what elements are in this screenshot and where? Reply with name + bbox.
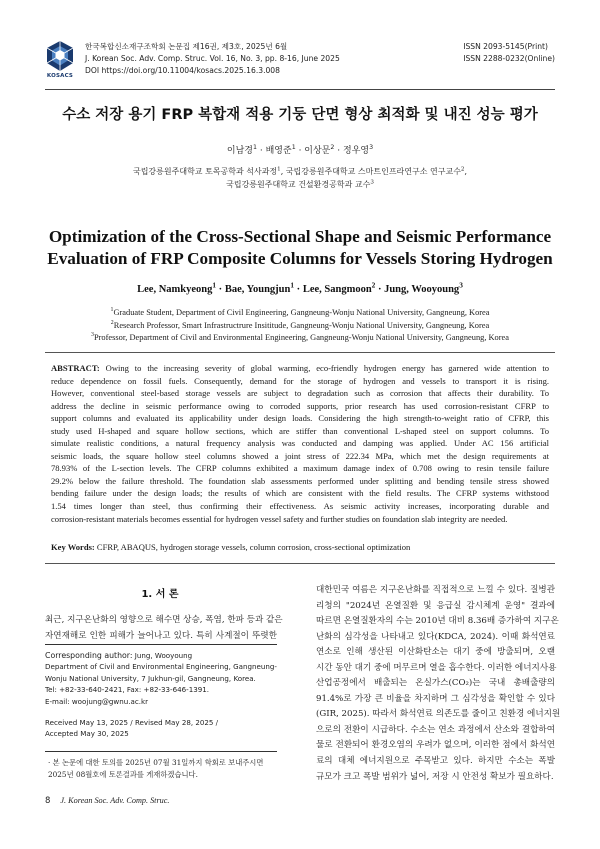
affiliation-text: 국립강릉원주대학교 건설환경공학과 교수 bbox=[226, 180, 371, 189]
note-line: · 본 논문에 대한 토의를 2025년 07월 31일까지 학회로 보내주시면 bbox=[48, 758, 264, 767]
affiliations-korean bbox=[45, 165, 555, 191]
body-line: 대한민국 여름은 지구온난화를 직접적으로 느낄 수 있다. 질병관 bbox=[316, 585, 555, 595]
header-divider bbox=[45, 89, 555, 90]
affil-mark: 3 bbox=[91, 332, 94, 339]
author-affil-mark: 1 bbox=[252, 144, 257, 151]
title-korean: 수소 저장 용기 FRP 복합재 적용 기둥 단면 형상 최적화 및 내진 성능 평가 bbox=[62, 107, 538, 123]
affiliation-line bbox=[45, 320, 555, 333]
issn-online: ISSN 2288-0232(Online) bbox=[463, 54, 555, 64]
abstract-line: address the decline in seismic performance owing to corroded supports, prior research has used corrosion-resistant CFRP to bbox=[51, 400, 549, 411]
abstract-line bbox=[51, 362, 549, 375]
affiliation-text: 국립강릉원주대학교 토목공학과 석사과정 bbox=[132, 167, 278, 176]
corresponding-heading bbox=[45, 650, 277, 661]
affiliation-line bbox=[45, 165, 555, 178]
keywords bbox=[51, 542, 549, 552]
affiliation-line bbox=[45, 332, 555, 345]
author-separator: · bbox=[294, 284, 303, 295]
journal-citation bbox=[85, 41, 340, 78]
journal-name-en: J. Korean Soc. Adv. Comp. Struc. Vol. 16, No. 3, pp. 8-16, June 2025 bbox=[85, 54, 340, 64]
received-dates bbox=[45, 717, 277, 740]
author-affil-mark: 2 bbox=[371, 280, 376, 290]
author-name: Lee, Sangmoon bbox=[302, 284, 372, 295]
author-separator: · bbox=[334, 146, 343, 156]
title-line: Evaluation of FRP Composite Columns for Vessels Storing Hydrogen bbox=[47, 249, 553, 268]
affil-mark: 1 bbox=[110, 307, 114, 314]
abstract-bottom-rule bbox=[45, 563, 555, 564]
author-name: 배영준 bbox=[265, 146, 292, 156]
body-line: 산업공정에서 배출되는 온실가스(CO₂)는 국내 총배출량의 bbox=[316, 678, 555, 689]
abstract-line: However, conventional steel-based storage vessels are subject to degradation such as corrosion that affects their durability. To bbox=[51, 388, 549, 399]
issn-print: ISSN 2093-5145(Print) bbox=[463, 42, 548, 51]
author-affil-mark: 3 bbox=[369, 144, 374, 151]
abstract-line: 78.93% of the L-section levels. The CFRP columns exhibited a maximum damage index of 0.708 owing to resin tensile failure bbox=[51, 463, 549, 474]
author-name: Bae, Youngjun bbox=[224, 284, 291, 295]
affiliation-text: , bbox=[464, 167, 468, 176]
corresponding-divider bbox=[45, 644, 277, 645]
abstract-line: simulate realistic conditions, a natural frequency analysis was conducted and damping was applied. Under AC 156 artificial bbox=[51, 438, 549, 449]
journal-header bbox=[45, 40, 555, 86]
abstract-line: study used H-shaped and square hollow sections, which are stiffer than conventional L-shaped steel on support columns. To bbox=[51, 425, 549, 436]
abstract-top-rule bbox=[45, 352, 555, 353]
note-line: 2025년 08월호에 토론결과를 게재하겠습니다. bbox=[48, 769, 198, 779]
authors-korean bbox=[45, 143, 555, 156]
affiliation-text: , 국립강릉원주대학교 스마트인프라연구소 연구교수 bbox=[280, 167, 461, 176]
abstract-line: 29.2% below the failure threshold. The foundation slab assessments performed under splitting and bending tensile stress showed bbox=[51, 475, 549, 486]
affil-mark: 2 bbox=[110, 319, 114, 326]
corresponding-author bbox=[45, 650, 277, 707]
abstract-line: seismic loads, the square hollow steel columns showed a joint stress of 222.34 MPa, which met the design requirements at bbox=[51, 450, 549, 461]
author-name: 이상문 bbox=[304, 146, 331, 156]
abstract-line: support columns and evaluated its applicability under design loads. Considering the high strength-to-weight ratio of CFRP, this bbox=[51, 413, 549, 424]
affil-mark: 3 bbox=[370, 179, 374, 186]
journal-name-ko: 한국복합신소재구조학회 논문집 제16권, 제3호, 2025년 6월 bbox=[85, 42, 288, 51]
body-line: 리청의 "2024년 온열질환 및 응급실 감시체계 운영" 결과에 bbox=[316, 600, 555, 611]
abstract-line: corrosion-resistant materials becomes essential for hydrogen vessel safety and further studies on foundation slab integrity are needed. bbox=[51, 513, 508, 524]
body-line: 따르면 온열질환자의 수는 2010년 대비 8.36배 증가하여 지구온 bbox=[316, 616, 559, 627]
title-english bbox=[45, 226, 555, 270]
body-line: 시간 동안 대기 중에 머무르며 열을 흡수한다. 이러한 에너지사용 bbox=[316, 662, 557, 673]
title-line: Optimization of the Cross-Sectional Shape and Seismic Performance bbox=[48, 227, 552, 246]
body-line: 자연재해로 인한 피해가 늘어나고 있다. 특히 사계절이 뚜렷한 bbox=[45, 630, 277, 641]
affiliation-line bbox=[45, 307, 555, 320]
affiliation-line bbox=[45, 178, 555, 191]
note-divider bbox=[45, 751, 277, 752]
body-line: 91.4%로 가장 큰 비율을 차지하며 그 심각성을 확인할 수 있다 bbox=[316, 693, 555, 704]
authors-english bbox=[45, 280, 555, 295]
affiliation-text: Graduate Student, Department of Civil Engineering, Gangneung-Wonju National University, Gangneung, Korea bbox=[113, 308, 490, 317]
corresponding-email[interactable]: E-mail: woojung@gwnu.ac.kr bbox=[45, 696, 149, 706]
keywords-text: CFRP, ABAQUS, hydrogen storage vessels, column corrosion, cross-sectional optimization bbox=[94, 542, 411, 552]
abstract-text: Owing to the increasing severity of global warming, eco-friendly hydrogen energy has garnered wide attention to bbox=[99, 363, 549, 373]
body-line: 연소로 인해 생산된 이산화탄소는 대기 중에 방출되며, 오랜 bbox=[316, 647, 555, 658]
right-column-body bbox=[316, 583, 561, 785]
author-name: 이남경 bbox=[226, 146, 253, 156]
author-separator: · bbox=[295, 146, 305, 156]
author-affil-mark: 2 bbox=[330, 144, 335, 151]
abstract-line: 1.54 times longer than steel, thus confirming their effectiveness. As seismic activity increases, incorporating durable and bbox=[51, 501, 549, 512]
corresponding-line: Tel: +82-33-640-2421, Fax: +82-33-646-1391. bbox=[45, 685, 210, 695]
author-name: 정우영 bbox=[343, 146, 370, 156]
author-separator: · bbox=[375, 284, 385, 295]
left-column-body bbox=[45, 613, 283, 644]
abstract-line: reduce dependence on fossil fuels. Consequently, demand for the storage of hydrogen and vessels to transport it is rising. bbox=[51, 375, 549, 386]
affiliations-english bbox=[45, 307, 555, 345]
author-affil-mark: 3 bbox=[459, 280, 463, 290]
author-affil-mark: 1 bbox=[212, 280, 217, 290]
body-line: 료의 대체 에너지원으로 주목받고 있다. 하지만 수소는 폭발 bbox=[316, 756, 555, 767]
body-line: 난화의 심각성을 나타내고 있다(KDCA, 2024). 이때 화석연료 bbox=[316, 631, 555, 642]
logo-wordmark: KOSACS bbox=[46, 73, 74, 79]
body-line: 으로의 전환이 시급하다. 수소는 연소 과정에서 산소와 결합하여 bbox=[316, 724, 555, 735]
abstract-line: bending failure under the design loads; the results of which are consistent with the field results. The CFRP systems withstood bbox=[51, 488, 549, 499]
body-line: 물로 전환되어 환경오염의 우려가 없으며, 이러한 점에서 화석연 bbox=[316, 740, 555, 751]
author-separator: · bbox=[216, 284, 225, 295]
corresponding-line: Department of Civil and Environmental Engineering, Gangneung- bbox=[45, 662, 277, 672]
abstract-label: ABSTRACT: bbox=[51, 363, 100, 373]
kosacs-logo bbox=[45, 40, 75, 80]
affiliation-text: Research Professor, Smart Infrastructrure Insititude, Gangneung-Wonju National University, Gangneung, Korea bbox=[113, 320, 490, 330]
corresponding-line: Wonju National University, 7 Jukhun-gil, Gangneung, Korea. bbox=[45, 673, 256, 683]
body-line: (GIR, 2025). 따라서 화석연료 의존도를 줄이고 친환경 에너지원 bbox=[316, 709, 561, 720]
author-name: Lee, Namkyeong bbox=[137, 284, 213, 295]
page-footer bbox=[45, 796, 169, 806]
section-heading-introduction: 1. 서 론 bbox=[141, 589, 179, 600]
received-line: Accepted May 30, 2025 bbox=[45, 729, 129, 739]
author-separator: · bbox=[257, 146, 266, 156]
kosacs-logo-icon bbox=[45, 40, 75, 73]
author-name: Jung, Wooyoung bbox=[384, 284, 460, 295]
keywords-label: Key Words: bbox=[51, 542, 95, 552]
body-line: 최근, 지구온난화의 영향으로 해수면 상승, 폭염, 한파 등과 같은 bbox=[45, 615, 283, 625]
author-affil-mark: 1 bbox=[290, 280, 295, 290]
issn-block bbox=[463, 41, 555, 65]
discussion-note bbox=[48, 757, 278, 780]
corresponding-name: Jung, Wooyoung bbox=[132, 651, 193, 660]
affil-mark: 1 bbox=[277, 166, 281, 173]
author-affil-mark: 1 bbox=[291, 144, 296, 151]
abstract bbox=[51, 362, 549, 525]
footer-journal: J. Korean Soc. Adv. Comp. Struc. bbox=[60, 796, 170, 805]
doi-link[interactable]: DOI https://doi.org/10.11004/kosacs.2025.16.3.008 bbox=[85, 66, 280, 76]
page-number: 8 bbox=[45, 796, 51, 806]
body-line: 규모가 크고 폭발 범위가 넓어, 저장 시 안전성 확보가 필요하다. bbox=[316, 771, 554, 782]
affil-mark: 2 bbox=[460, 166, 465, 173]
affiliation-text: Professor, Department of Civil and Environmental Engineering, Gangneung-Wonju National University, Gangneung, Korea bbox=[93, 333, 509, 342]
received-line: Received May 13, 2025 / Revised May 28, 2025 / bbox=[45, 718, 219, 727]
corresponding-label: Corresponding author: bbox=[45, 651, 133, 660]
